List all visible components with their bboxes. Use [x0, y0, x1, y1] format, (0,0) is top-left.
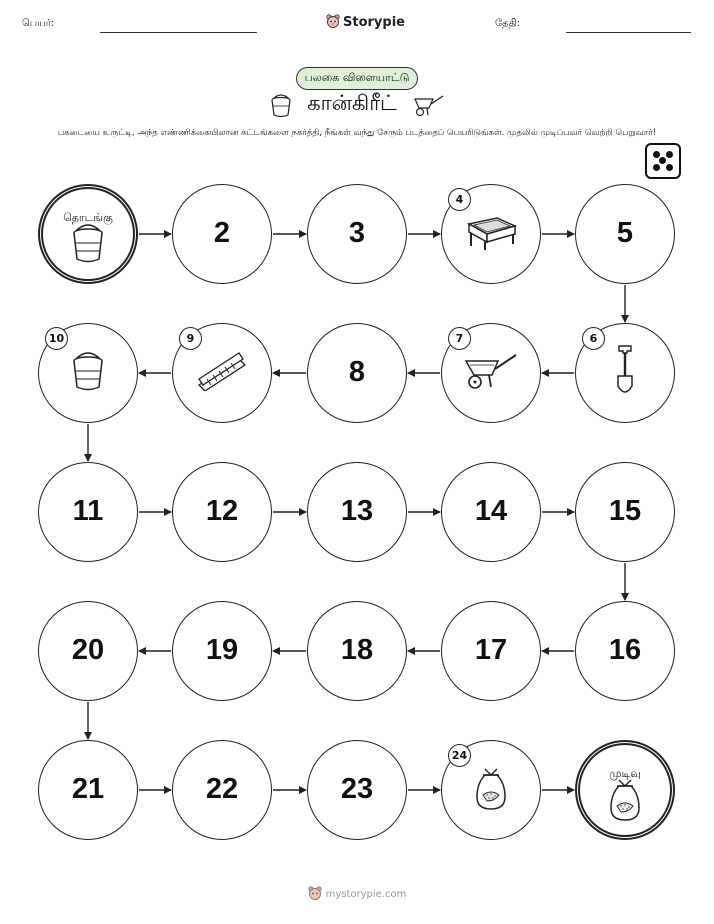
rebar-icon [195, 351, 249, 395]
board-space-7 [441, 323, 541, 423]
bucket-icon [68, 349, 108, 397]
space-number: 19 [205, 633, 239, 666]
board-space-15 [575, 462, 675, 562]
start-space [38, 184, 138, 284]
board-space-24 [441, 740, 541, 840]
board-space-22 [172, 740, 272, 840]
storypie-mascot-icon [308, 886, 322, 902]
space-number: 17 [474, 633, 508, 666]
space-number-badge: 7 [448, 327, 471, 350]
brand-name: Storypie [343, 14, 405, 30]
finish-label: முடிவு [609, 767, 641, 780]
cement-bag-icon [471, 765, 511, 815]
space-number: 14 [474, 494, 508, 527]
space-number: 16 [608, 633, 642, 666]
footer [0, 886, 714, 902]
space-number-badge: 24 [448, 744, 471, 767]
board-space-16 [575, 601, 675, 701]
space-number-badge: 10 [45, 327, 68, 350]
board-space-12 [172, 462, 272, 562]
board-space-3 [307, 184, 407, 284]
space-number: 18 [340, 633, 374, 666]
date-label: தேதி: [495, 18, 521, 29]
instructions-text: பகடையை உருட்டி, அந்த எண்ணிக்கையிலான கட்டங்களை நகர்த்தி, நீங்கள் வந்து சேரும் படத்தைப் பெயரிடுங்கள். முதலில் முடிப்பவர் வெற்றி பெறுவார்! [57, 128, 657, 138]
space-number: 12 [205, 494, 239, 527]
space-number: 13 [340, 494, 374, 527]
board-space-11 [38, 462, 138, 562]
space-number: 11 [72, 494, 104, 527]
space-number: 20 [71, 633, 105, 666]
board-space-17 [441, 601, 541, 701]
finish-space [575, 740, 675, 840]
board-space-2 [172, 184, 272, 284]
board-space-20 [38, 601, 138, 701]
board-space-13 [307, 462, 407, 562]
footer-url[interactable]: mystorypie.com [325, 888, 407, 900]
concrete-form-icon [463, 212, 519, 256]
space-number-badge: 4 [448, 188, 471, 211]
board-space-14 [441, 462, 541, 562]
wheelbarrow-icon [462, 351, 520, 395]
bucket-icon [68, 221, 108, 269]
space-number: 2 [213, 216, 231, 249]
space-number: 22 [205, 772, 239, 805]
board-space-18 [307, 601, 407, 701]
board-space-9 [172, 323, 272, 423]
space-number: 8 [348, 355, 366, 388]
space-number: 5 [616, 216, 634, 249]
page-title: கான்கிரீட் [307, 91, 397, 115]
board-space-23 [307, 740, 407, 840]
space-number-badge: 6 [582, 327, 605, 350]
name-label: பெயர்: [22, 18, 55, 29]
game-type-badge: பலகை விளையாட்டு [296, 67, 419, 90]
space-number-badge: 9 [179, 327, 202, 350]
space-number: 23 [340, 772, 374, 805]
start-label: தொடங்கு [63, 211, 113, 224]
space-number: 21 [71, 772, 105, 805]
board-space-8 [307, 323, 407, 423]
board-space-5 [575, 184, 675, 284]
cement-bag-icon [605, 776, 645, 826]
board-space-21 [38, 740, 138, 840]
board-space-4 [441, 184, 541, 284]
board-space-6 [575, 323, 675, 423]
space-number: 15 [608, 494, 642, 527]
board-space-10 [38, 323, 138, 423]
board-space-19 [172, 601, 272, 701]
space-number: 3 [348, 216, 366, 249]
shovel-icon [614, 344, 636, 402]
